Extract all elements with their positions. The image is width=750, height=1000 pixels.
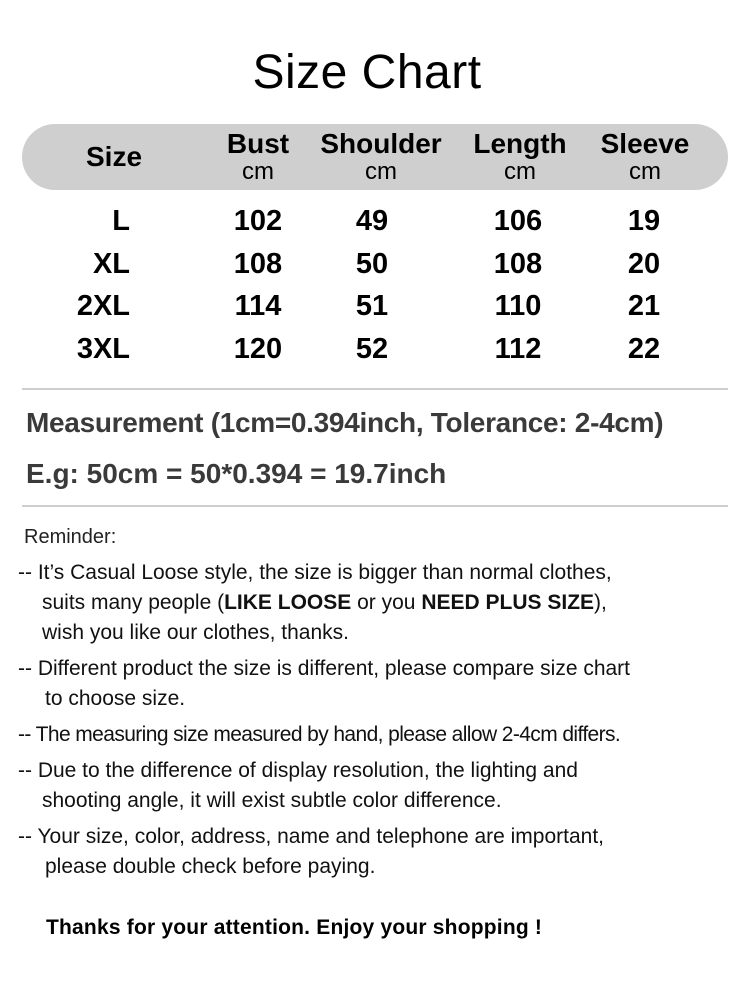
header-bust [218,129,298,185]
header-length-label: Length [473,128,567,159]
cell-bust: 102 [233,205,283,237]
cell-shoulder: 51 [355,290,389,322]
note-emphasis: LIKE LOOSE [224,591,352,614]
cell-sleeve: 22 [627,332,661,365]
cell-sleeve: 21 [627,290,661,322]
note-line: shooting angle, it will exist subtle color difference. [42,789,502,812]
table-row [0,245,750,288]
thanks-message: Thanks for your attention. Enjoy your shopping ! [46,916,543,939]
divider [22,505,728,507]
table-row [0,330,750,373]
cell-size: 3XL [76,332,130,365]
cell-size: 2XL [76,290,130,322]
header-bust-label: Bust [226,128,290,159]
header-sleeve [592,129,698,185]
note-line: -- The measuring size measured by hand, please allow 2-4cm differs. [18,723,621,746]
cell-length: 106 [493,205,543,237]
reminder-notes [18,558,748,888]
cell-bust: 108 [233,247,283,280]
reminder-note [18,822,748,882]
note-text: ), [594,591,607,614]
header-length-unit: cm [504,158,536,185]
reminder-note [18,756,748,816]
table-row [0,202,750,245]
cell-length: 110 [494,290,542,322]
size-table-body [0,202,750,372]
cell-shoulder: 49 [355,205,389,237]
note-line: -- It’s Casual Loose style, the size is bigger than normal clothes, [18,561,612,584]
cell-shoulder: 50 [355,247,389,280]
note-line: -- Your size, color, address, name and telephone are important, [18,825,605,848]
cell-length: 112 [494,332,542,365]
cell-sleeve: 19 [627,205,661,237]
header-bust-unit: cm [242,158,274,185]
header-shoulder-unit: cm [365,158,397,185]
header-shoulder-label: Shoulder [320,128,442,159]
note-line: please double check before paying. [45,855,376,878]
note-text: or you [351,591,422,614]
table-row [0,287,750,330]
note-line: to choose size. [45,687,186,710]
note-line [18,588,748,618]
page-title: Size Chart [252,46,482,99]
header-sleeve-unit: cm [629,158,661,185]
header-length [466,129,574,185]
measurement-note: Measurement (1cm=0.394inch, Tolerance: 2-4cm) [26,407,664,438]
cell-sleeve: 20 [627,247,661,280]
note-line: wish you like our clothes, thanks. [42,621,349,644]
cell-size: L [112,205,130,237]
reminder-title: Reminder: [24,526,117,548]
header-sleeve-label: Sleeve [600,128,690,159]
reminder-note [18,654,748,714]
note-text: suits many people ( [42,591,225,614]
reminder-note [18,720,748,750]
note-line: -- Due to the difference of display resolution, the lighting and [18,759,578,782]
divider [22,388,728,390]
note-line: -- Different product the size is different, please compare size chart [18,657,631,680]
cell-size: XL [92,247,130,280]
header-shoulder [312,129,450,185]
cell-bust: 120 [233,332,283,365]
cell-shoulder: 52 [355,332,389,365]
header-size: Size [86,141,143,172]
note-emphasis: NEED PLUS SIZE [421,591,595,614]
conversion-example: E.g: 50cm = 50*0.394 = 19.7inch [26,458,447,489]
cell-bust: 114 [234,290,282,322]
reminder-note [18,558,748,648]
cell-length: 108 [493,247,543,280]
